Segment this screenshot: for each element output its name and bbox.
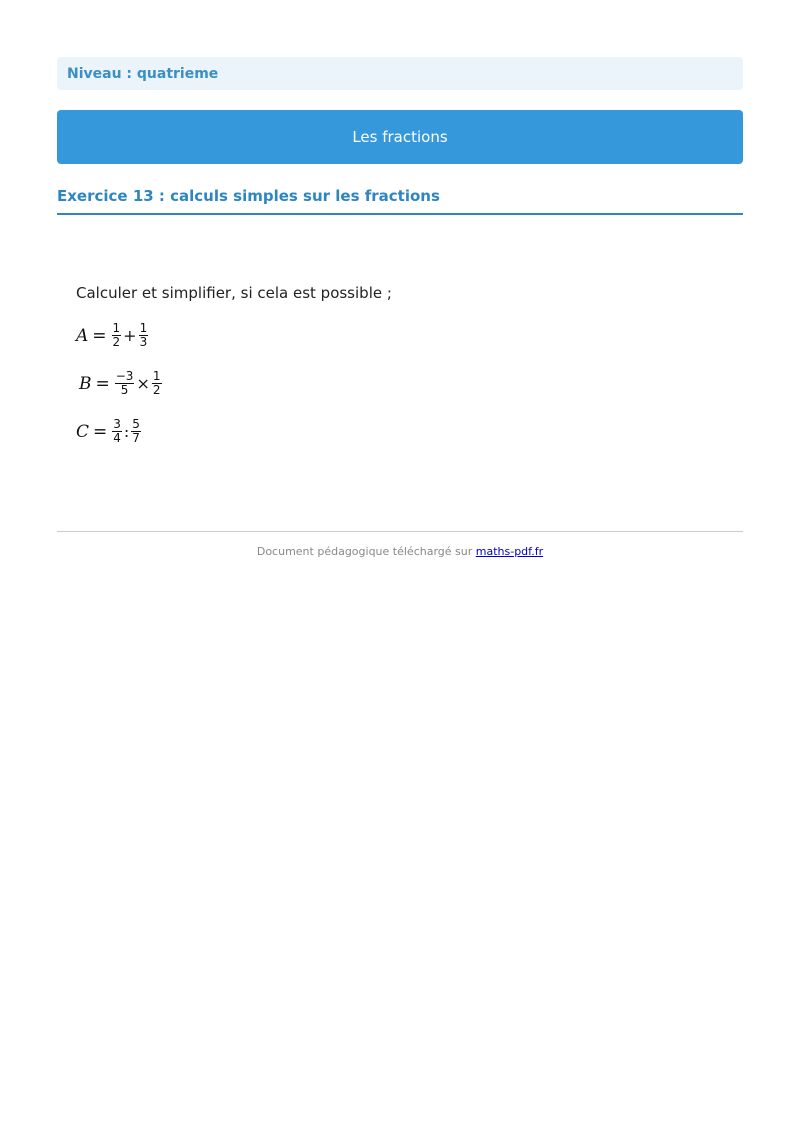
denominator: 2 [152,383,161,397]
denominator: 5 [120,383,129,397]
level-bar [57,57,743,90]
footer [57,545,743,558]
fraction [115,370,135,397]
fraction [139,322,149,349]
equals-sign: = [95,373,110,394]
fraction [131,418,141,445]
footer-link[interactable]: maths-pdf.fr [475,545,544,558]
numerator: 5 [132,417,140,431]
expression-variable: C [76,421,90,442]
denominator: 3 [139,335,148,349]
numerator: −3 [115,369,134,383]
operator: + [123,326,137,345]
numerator: 1 [112,321,121,335]
denominator: 2 [112,335,121,349]
page-title: Les fractions [352,128,448,146]
numerator: 3 [113,417,121,431]
expression-c [76,418,142,445]
fraction [112,418,122,445]
numerator: 1 [152,369,161,383]
expression-variable: B [79,373,92,394]
denominator: 4 [113,431,121,445]
footer-text: Document pédagogique téléchargé sur [256,545,476,558]
title-banner [57,110,743,164]
level-label: Niveau : quatrieme [67,65,219,82]
exercise-heading [57,186,743,215]
exercise-body [76,284,676,445]
exercise-instruction: Calculer et simplifier, si cela est possible ; [76,284,392,302]
equals-sign: = [92,325,107,346]
operator: × [136,374,150,393]
denominator: 7 [132,431,140,445]
fraction [112,322,122,349]
expression-b [79,370,163,397]
equals-sign: = [93,421,108,442]
operator: : [123,422,130,441]
numerator: 1 [139,321,148,335]
footer-divider [57,531,743,532]
expression-variable: A [76,325,89,346]
exercise-title: Exercice 13 : calculs simples sur les fractions [57,187,440,205]
expression-a [76,322,149,349]
fraction [152,370,162,397]
